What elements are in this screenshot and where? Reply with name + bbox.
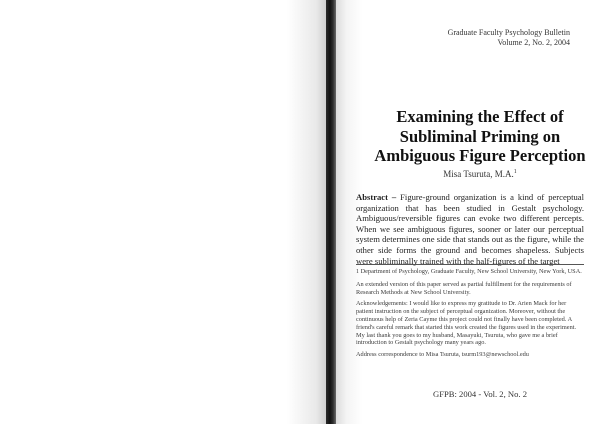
footnote-correspondence: Address correspondence to Misa Tsuruta, tsurm193@newschool.edu (356, 351, 529, 359)
footnote-acknowledgement: Acknowledgements: I would like to express my gratitude to Dr. Arien Mack for her patient instruction on the subject of perceptual organization. Moreover, without the continuous help of Zeria Cayme this project could not finally have been completed. A friend's careful remark that started this work created the figures used in the experiment. My last thank you goes to my husband, Masayuki, Tsuruta, who gave me a brief introduction to Gestalt psychology many years ago. (356, 300, 577, 347)
footnotes (356, 264, 584, 363)
journal-header (370, 28, 570, 48)
journal-name: Graduate Faculty Psychology Bulletin (447, 28, 570, 37)
footnote-mark: 1 (356, 269, 359, 275)
article-title (360, 107, 600, 166)
title-line: Subliminal Priming on (399, 126, 561, 146)
abstract-label: Abstract – (356, 192, 397, 202)
title-line: Examining the Effect of (396, 107, 564, 126)
author-line (360, 169, 600, 179)
footnote-affiliation (356, 268, 584, 277)
author-name: Misa Tsuruta, M.A. (443, 169, 514, 179)
abstract (356, 192, 584, 266)
abstract-text: Figure-ground organization is a kind of perceptual organization that has been studied in Gestalt psychology. Ambiguous/reversible figures can evoke two different percepts. When we see ambiguous figures, sooner or later our perceptual system determines one side that stands out as the figure, while the other side forms the ground and becomes shapeless. Subjects were subliminally trained with the half-figures of the target (356, 192, 584, 266)
page-footer: GFPB: 2004 - Vol. 2, No. 2 (433, 389, 527, 399)
book-spine (326, 0, 336, 424)
footnote-note: An extended version of this paper served as partial fulfillment for the requirements of Research Methods at New School University. (356, 280, 572, 296)
right-article-page (336, 0, 600, 424)
affiliation-text: Department of Psychology, Graduate Faculty, New School University, New York, USA. (360, 268, 582, 275)
author-footnote-mark: 1 (513, 169, 517, 175)
title-line: Ambiguous Figure Perception (374, 146, 586, 165)
journal-volume: Volume 2, No. 2, 2004 (497, 38, 570, 47)
